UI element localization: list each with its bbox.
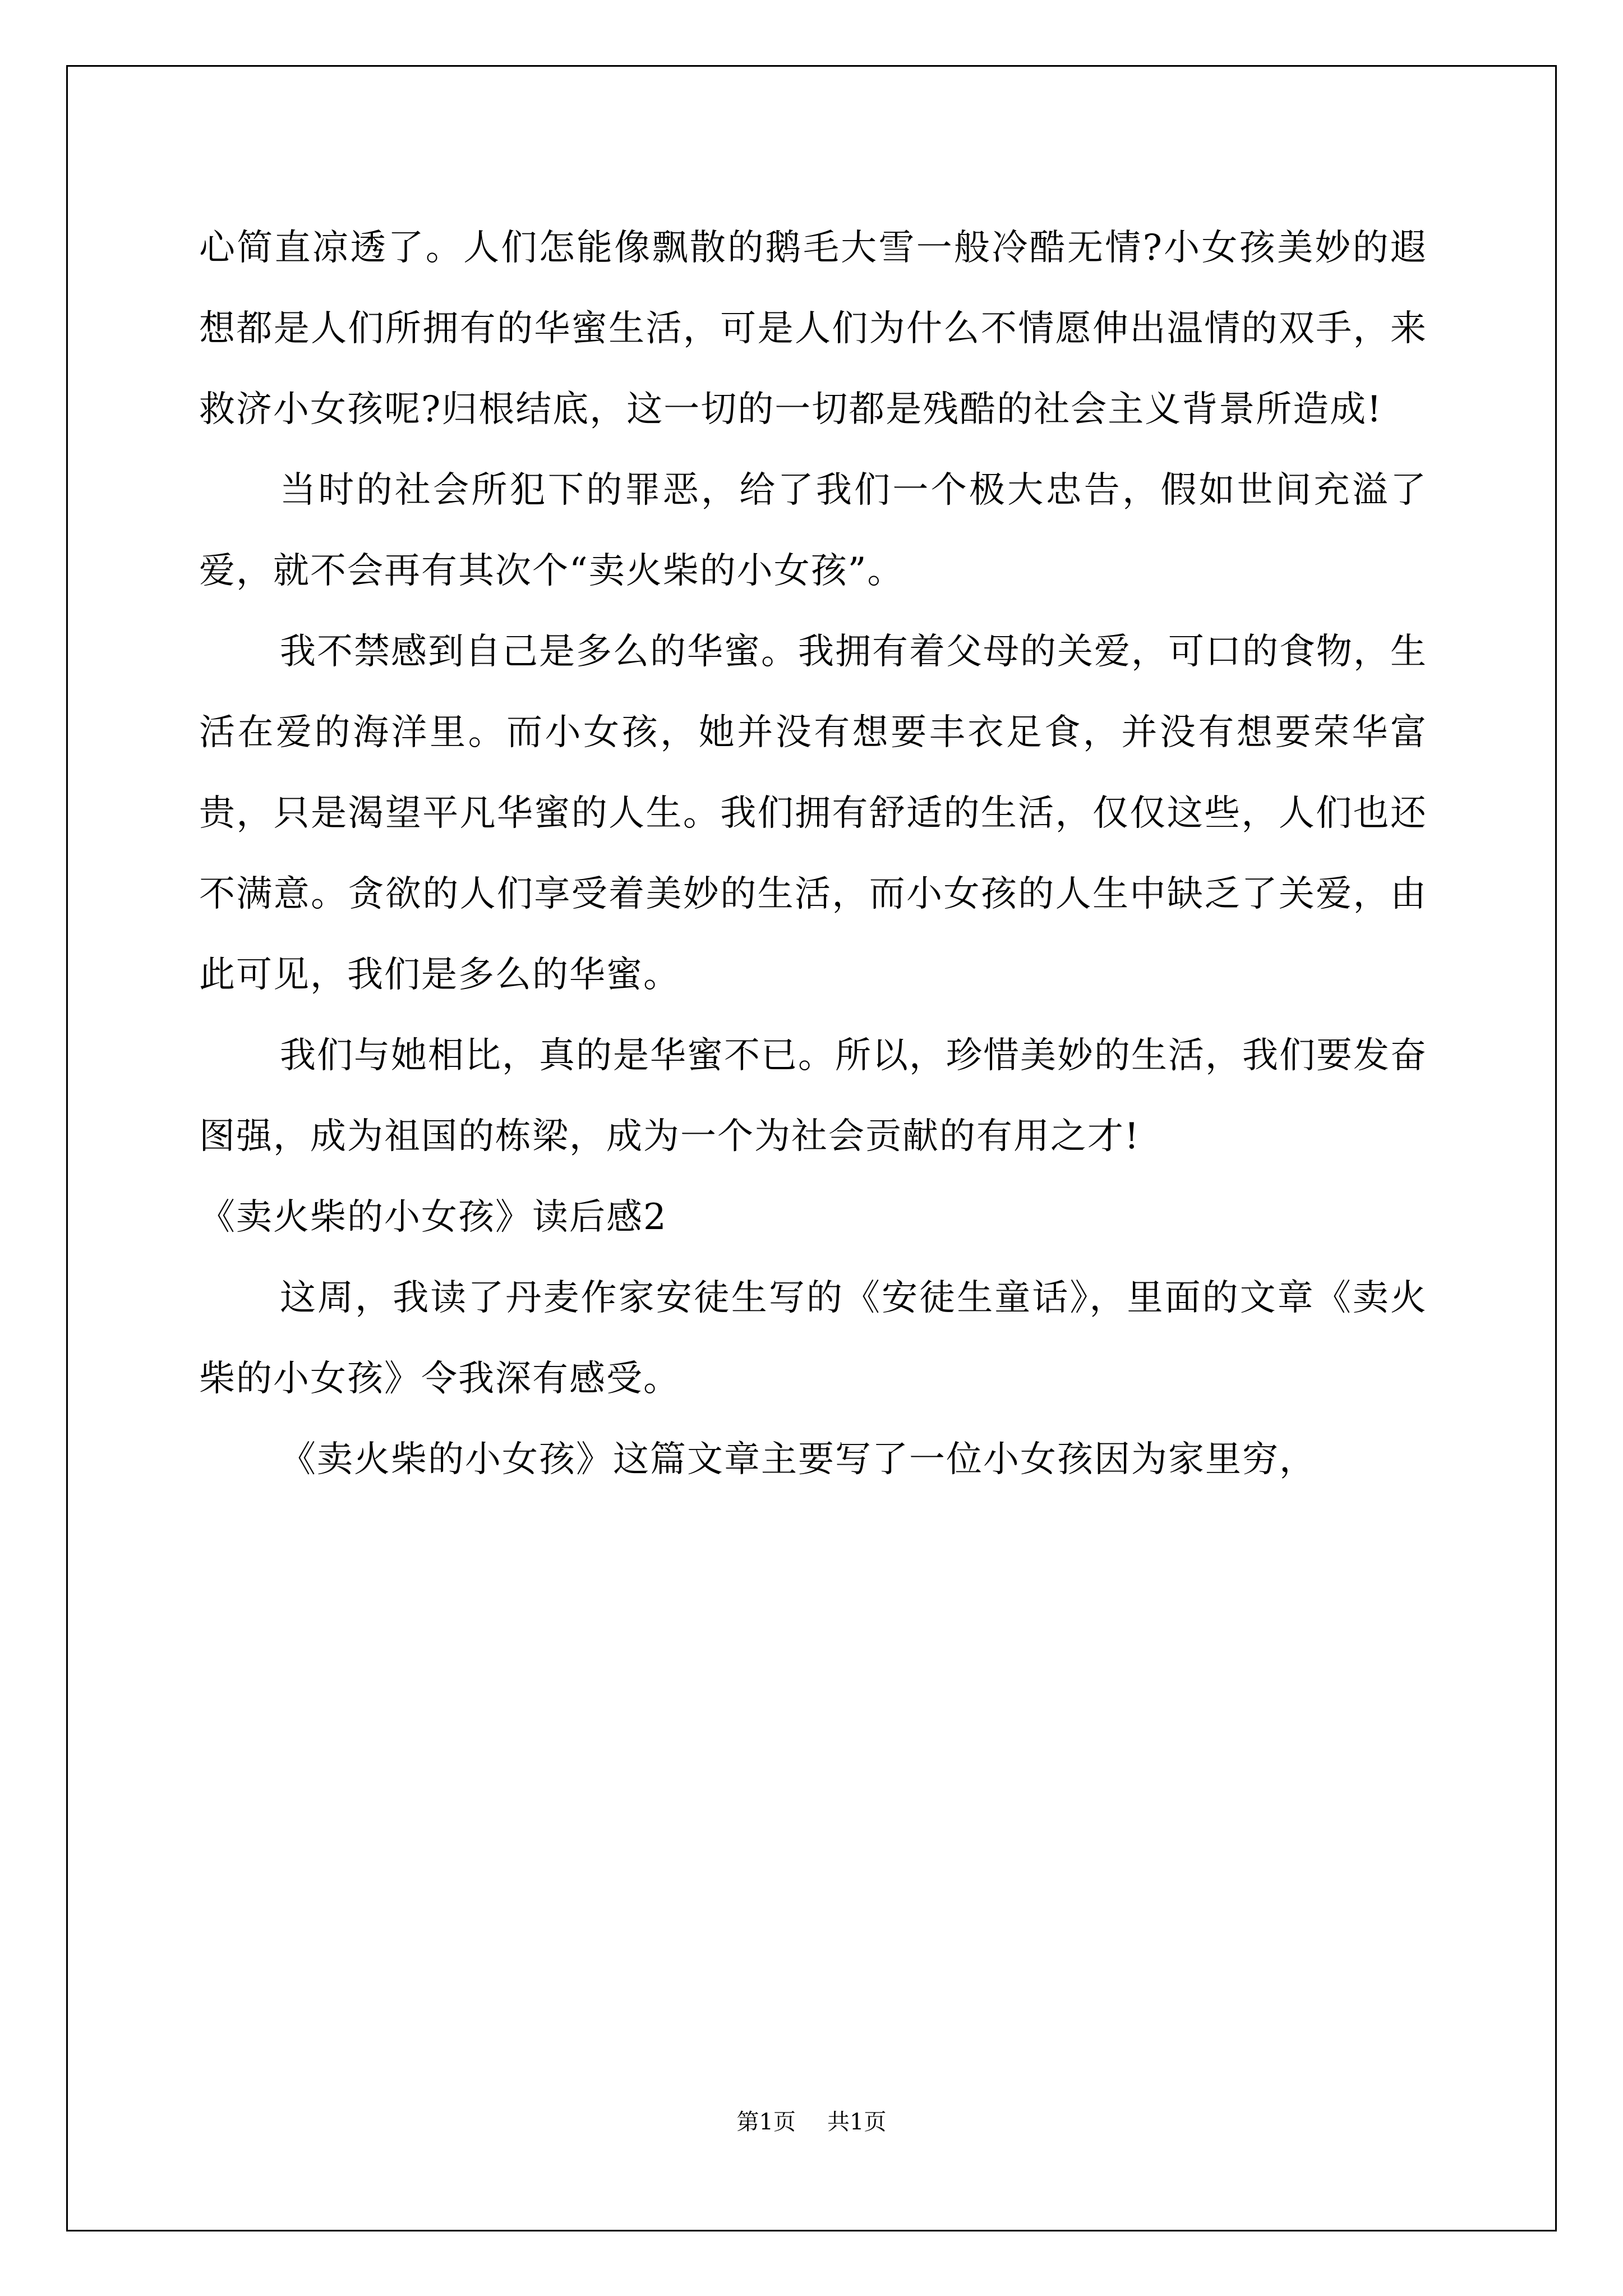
section-heading: 《卖火柴的小女孩》读后感2 — [199, 1197, 667, 1238]
page-number-current: 第1页 — [736, 2109, 796, 2135]
paragraph: 当时的社会所犯下的罪恶，给了我们一个极大忠告，假如世间充溢了爱，就不会再有其次个“卖火柴的小女孩”。 — [199, 470, 1427, 592]
paragraph: 这周，我读了丹麦作家安徒生写的《安徒生童话》，里面的文章《卖火柴的小女孩》令我深有感受。 — [199, 1277, 1427, 1400]
document-body — [199, 208, 1427, 1500]
page-number-total: 共1页 — [827, 2109, 887, 2135]
paragraph: 我们与她相比，真的是华蜜不已。所以，珍惜美妙的生活，我们要发奋图强，成为祖国的栋梁，成为一个为社会贡献的有用之才! — [199, 1035, 1427, 1157]
page-footer — [0, 2111, 1623, 2133]
paragraph: 《卖火柴的小女孩》这篇文章主要写了一位小女孩因为家里穷， — [280, 1439, 1316, 1480]
paragraph-continuation: 心简直凉透了。人们怎能像飘散的鹅毛大雪一般冷酷无情?小女孩美妙的遐想都是人们所拥有的华蜜生活，可是人们为什么不情愿伸出温情的双手，来救济小女孩呢?归根结底，这一切的一切都是残酷的社会主义背景所造成! — [199, 227, 1427, 430]
paragraph: 我不禁感到自己是多么的华蜜。我拥有着父母的关爱，可口的食物，生活在爱的海洋里。而小女孩，她并没有想要丰衣足食，并没有想要荣华富贵，只是渴望平凡华蜜的人生。我们拥有舒适的生活，仅仅这些，人们也还不满意。贪欲的人们享受着美妙的生活，而小女孩的人生中缺乏了关爱，由此可见，我们是多么的华蜜。 — [199, 631, 1427, 996]
